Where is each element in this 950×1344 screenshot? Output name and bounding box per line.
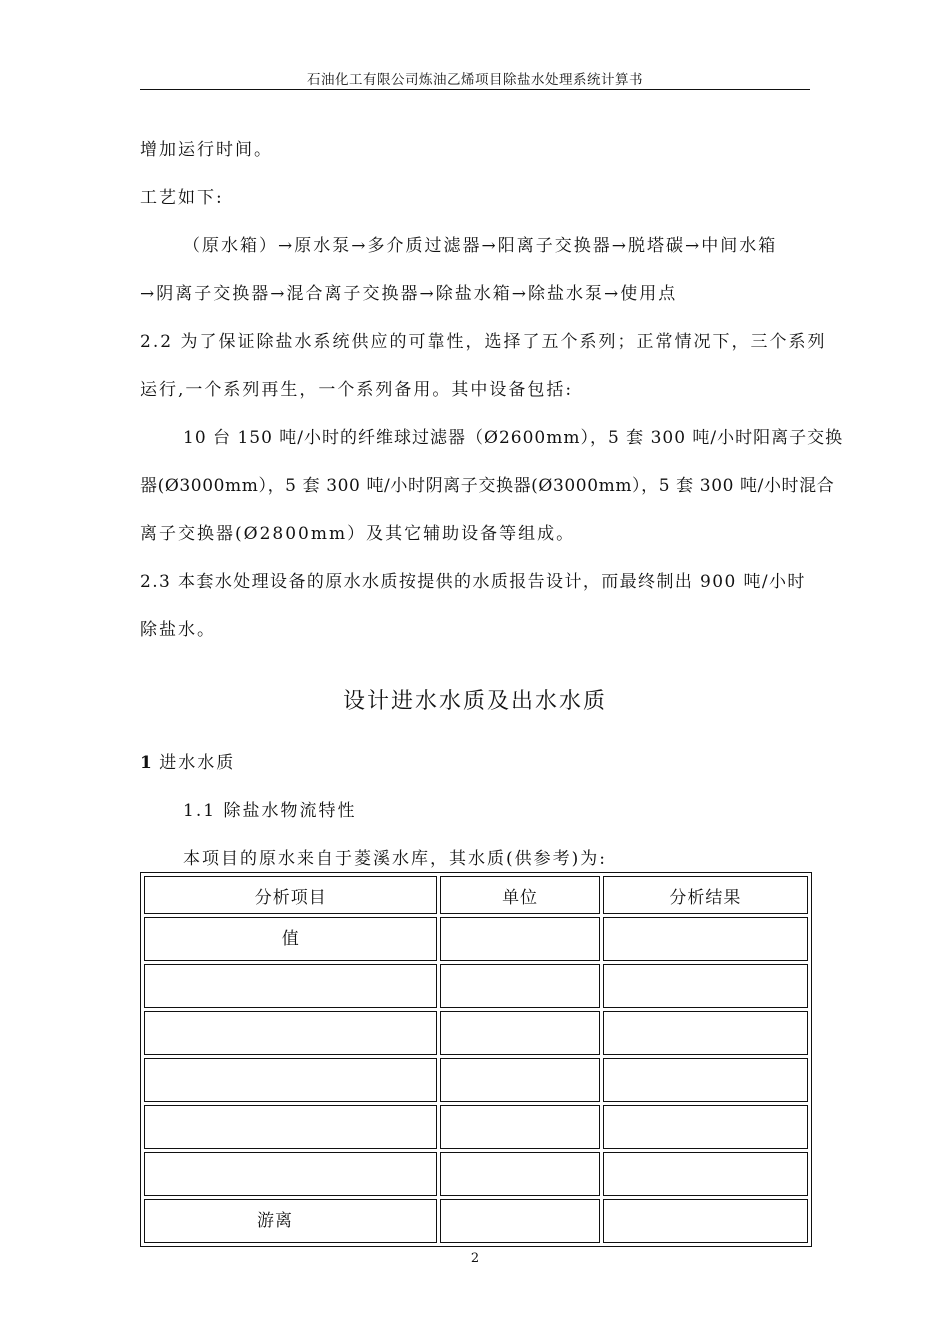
equipment-line-1: 10 台 150 吨/小时的纤维球过滤器（Ø2600mm），5 套 300 吨/小时阳离子交换 [183,428,844,448]
table-row [144,917,808,961]
table-row [144,1105,808,1149]
text-line: 增加运行时间。 [140,140,273,160]
subsection-heading [140,748,235,773]
header-rule [140,89,810,90]
table-cell: 值 [144,917,437,961]
page-number: 2 [470,1251,480,1266]
section-title: 设计进水水质及出水水质 [342,689,607,714]
table-header-row [144,876,808,914]
table-row [144,1199,808,1243]
table-row [144,1152,808,1196]
text-line: 2.3 本套水处理设备的原水水质按提供的水质报告设计，而最终制出 900 吨/小时 [140,572,806,592]
text-line: 运行,一个系列再生，一个系列备用。其中设备包括: [140,380,574,400]
subsection-number: 1 [140,753,152,773]
table-cell [144,1152,437,1196]
water-quality-table [140,872,812,1247]
table-cell [144,1105,437,1149]
table-row [144,964,808,1008]
text-line: 2.2 为了保证除盐水系统供应的可靠性，选择了五个系列；正常情况下，三个系列 [140,332,827,352]
table-cell [440,1058,599,1102]
table-cell [144,1011,437,1055]
table-row [144,1011,808,1055]
subsection-text: 进水水质 [159,753,236,773]
table-cell [603,1199,808,1243]
table-cell [144,1058,437,1102]
equipment-line-2: 器(Ø3000mm），5 套 300 吨/小时阴离子交换器(Ø3000mm），5 套 300 吨/小时混合 [140,476,835,496]
table-cell [603,1152,808,1196]
process-flow-line-1: （原水箱）→原水泵→多介质过滤器→阳离子交换器→脱塔碳→中间水箱 [183,236,778,256]
running-header: 石油化工有限公司炼油乙烯项目除盐水处理系统计算书 [307,72,643,88]
table-intro: 本项目的原水来自于菱溪水库，其水质(供参考)为: [183,849,607,869]
table-cell [603,1058,808,1102]
equipment-line-3: 离子交换器(Ø2800mm）及其它辅助设备等组成。 [140,524,576,544]
table-cell [440,1199,599,1243]
table-row [144,1058,808,1102]
table-cell [440,964,599,1008]
text-line: 除盐水。 [140,620,216,640]
header-cell: 单位 [440,876,599,914]
subsubsection-heading: 1.1 除盐水物流特性 [183,801,357,821]
process-flow-line-2: →阴离子交换器→混合离子交换器→除盐水箱→除盐水泵→使用点 [140,284,678,304]
table-cell [603,964,808,1008]
header-cell: 分析项目 [144,876,437,914]
table-cell [440,1152,599,1196]
table-cell: 游离 [144,1199,437,1243]
header-cell: 分析结果 [603,876,808,914]
table-cell [144,964,437,1008]
table-cell [440,917,599,961]
table-cell [603,1105,808,1149]
table-cell [603,917,808,961]
text-line: 工艺如下: [140,188,224,208]
table-cell [440,1105,599,1149]
table-cell [603,1011,808,1055]
table-cell [440,1011,599,1055]
